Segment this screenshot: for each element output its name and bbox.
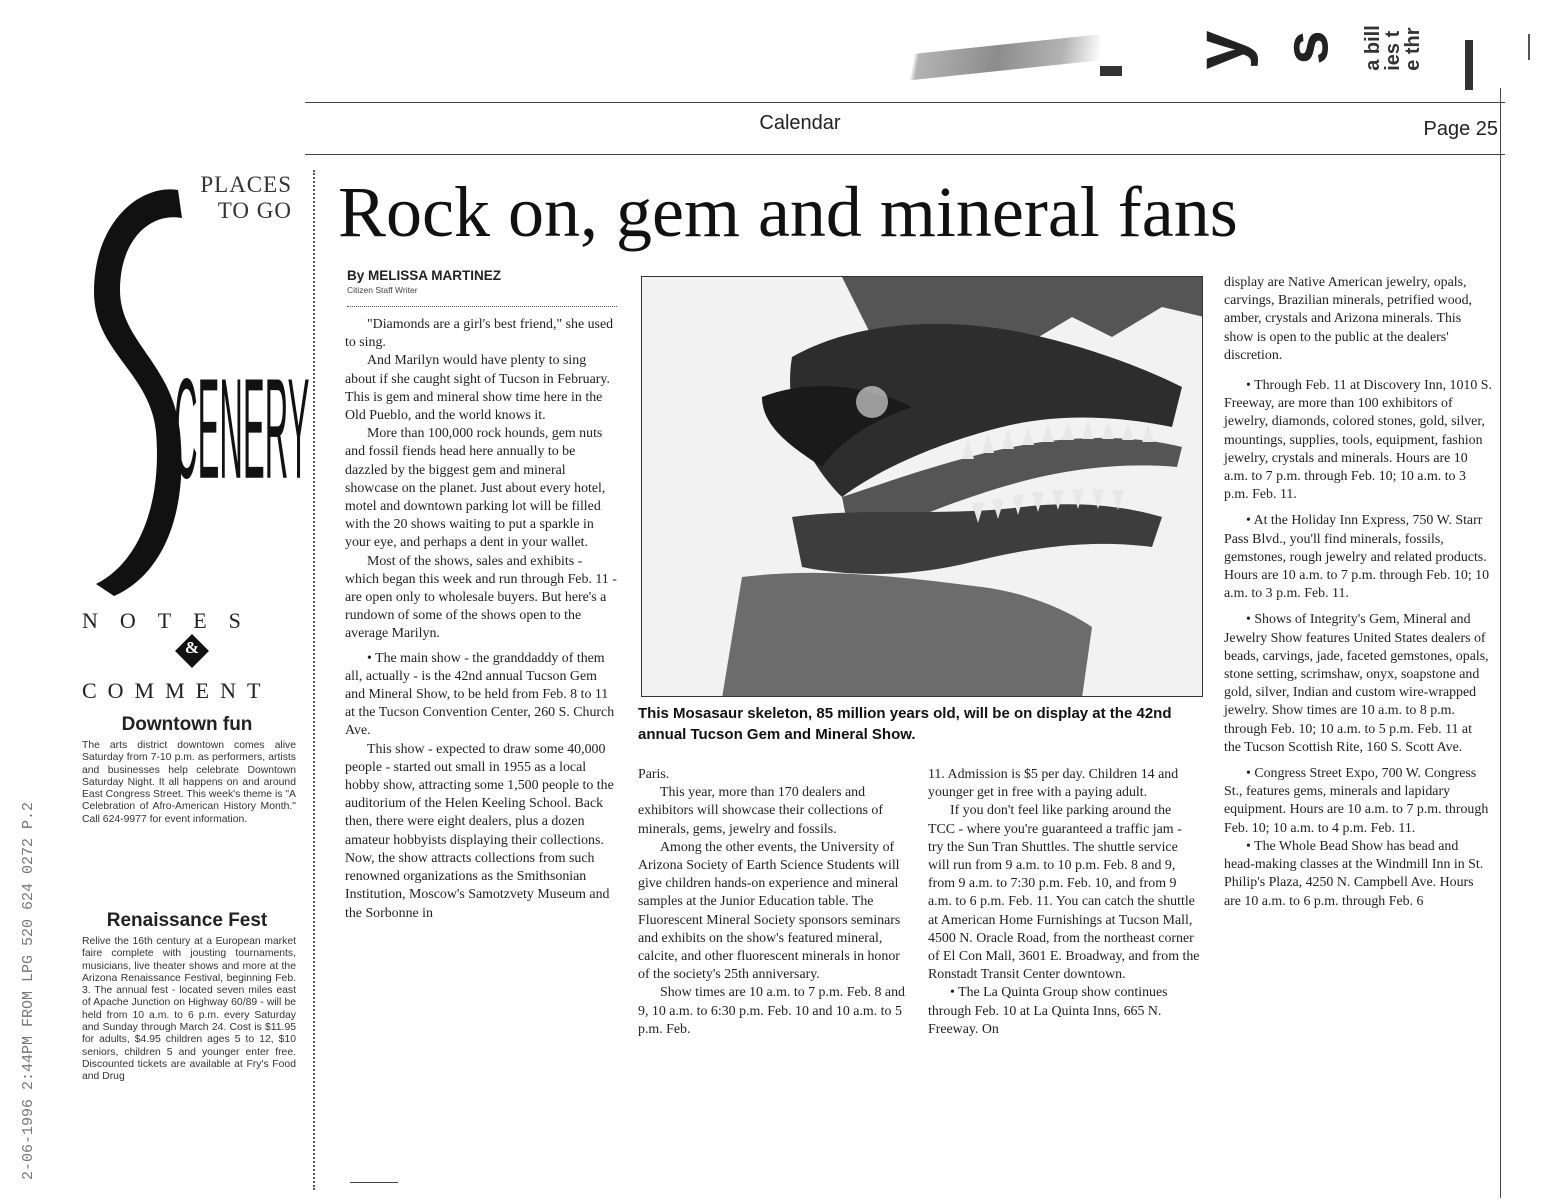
- brief-title-renaissance: Renaissance Fest: [106, 910, 268, 931]
- section-label: Calendar: [759, 112, 841, 134]
- mosasaur-photo: [641, 276, 1203, 697]
- paragraph: Paris.: [638, 767, 670, 782]
- photo-caption: This Mosasaur skeleton, 85 million years old, will be on display at the 42nd annual Tucson Gem and Mineral Show.: [638, 705, 1172, 743]
- fragment-letter-s: s: [1272, 30, 1342, 65]
- paragraph: • Through Feb. 11 at Discovery Inn, 1010 S. Freeway, are more than 100 exhibitors of jewelry, diamonds, colored stones, gold, silver, mountings, supplies, tools, equipment, fashion jewelry, crystals and minerals. Hours are 10 a.m. to 7 p.m. through Feb. 10; 10 a.m. to 3 p.m. Feb. 11.: [1224, 378, 1492, 503]
- header-rule-bottom: [305, 154, 1505, 155]
- byline-rule: [347, 306, 617, 307]
- fax-header-text: 2-06-1996 2:44PM FROM LPG 520 624 0272 P.2: [20, 801, 37, 1180]
- article-column-2: [638, 766, 908, 1039]
- mosasaur-skull-image: [642, 277, 1203, 697]
- article-column-3: [928, 766, 1200, 1039]
- scenery-logo-word: CENERY: [174, 349, 310, 510]
- article-column-4: [1224, 274, 1492, 911]
- byline-role: Citizen Staff Writer: [347, 285, 418, 295]
- paragraph: "Diamonds are a girl's best friend," she used to sing.: [345, 317, 614, 351]
- paragraph: • At the Holiday Inn Express, 750 W. Starr Pass Blvd., you'll find minerals, fossils, gemstones, rough jewelry and related products. Hours are 10 a.m. to 7 p.m. through Feb. 10; 10 a.m. to 3 p.m. Feb. 11.: [1224, 513, 1490, 602]
- paragraph: If you don't feel like parking around the TCC - where you're guaranteed a traffic jam - try the Sun Tran Shuttles. The shuttle service will run from 9 a.m. to 10 p.m. Feb. 8 and 9, from 9 a.m. to 7:30 p.m. Feb. 10, and from 9 a.m. to 6 p.m. Feb. 11. You can catch the shuttle at American Home Furnishings at Tucson Mall, 4500 N. Oracle Road, from the northeast corner of El Con Mall, 3601 E. Broadway, and from the Ronstadt Transit Center downtown.: [928, 803, 1200, 983]
- byline: By MELISSA MARTINEZ: [347, 268, 502, 283]
- torn-edge-mark: [840, 34, 1100, 87]
- brief-body-downtown: The arts district downtown comes alive Saturday from 7-10 p.m. as performers, artists and businesses help celebrate Downtown Saturday Night. It all happens on and around East Congress Street. This week's theme is "A Celebration of Afro-American History Month." Call 624-9977 for event information.: [82, 740, 296, 825]
- fragment-letter-y: y: [1180, 30, 1259, 70]
- sidebar-divider: [313, 170, 315, 1190]
- torn-edge-dash: [1100, 66, 1122, 76]
- torn-page-fragment: [800, 0, 1553, 95]
- paragraph: And Marilyn would have plenty to sing about if she caught sight of Tucson in February. This is gem and mineral show time here in the Old Pueblo, and the world knows it.: [345, 353, 610, 424]
- ampersand-glyph: &: [184, 638, 200, 657]
- fragment-small-text: a bill ies t e thr: [1361, 25, 1424, 71]
- paragraph: Most of the shows, sales and exhibits - which began this week and run through Feb. 11 - are open only to wholesale buyers. But here's a rundown of some of the shows open to the average Marilyn.: [345, 553, 617, 642]
- paragraph: • Shows of Integrity's Gem, Mineral and Jewelry Show features United States dealers of beads, carvings, jade, faceted gemstones, opals, stone setting, scrimshaw, onyx, soapstone and gold, silver, Indian and custom wire-wrapped jewelry. Show times are 10 a.m. to 8 p.m. through Feb. 10; 10 a.m. to 5 p.m. Feb. 11 at the Tucson Scottish Rite, 160 S. Scott Ave.: [1224, 612, 1489, 755]
- page-number: Page 25: [1423, 118, 1498, 140]
- fragment-tick: [1528, 34, 1530, 60]
- paragraph: • Congress Street Expo, 700 W. Congress St., features gems, minerals and lapidary equipment. Hours are 10 a.m. to 7 p.m. through Feb. 10; 10 a.m. to 4 p.m. Feb. 11.: [1224, 766, 1489, 836]
- article-end-rule: [350, 1182, 398, 1183]
- comment-label: COMMENT: [82, 678, 272, 703]
- paragraph: • The La Quinta Group show continues through Feb. 10 at La Quinta Inns, 665 N. Freeway. On: [928, 985, 1168, 1037]
- paragraph: • The main show - the granddaddy of them all, actually - is the 42nd annual Tucson Gem and Mineral Show, to be held from Feb. 8 to 11 at the Tucson Convention Center, 260 S. Church Ave.: [345, 650, 615, 739]
- header-rule-top: [305, 102, 1505, 103]
- paragraph: Among the other events, the University of Arizona Society of Earth Science Students will give children hands-on experience and mineral samples at the Junior Education table. The Fluorescent Mineral Society sponsors seminars and exhibits on the show's featured mineral, calcite, and other fluorescent minerals in honor of the society's 25th anniversary.: [638, 839, 901, 983]
- paragraph: This show - expected to draw some 40,000 people - started out small in 1955 as a local hobby show, attracting some 1,500 people to the auditorium of the Helen Keeling School. Back then, there were eight dealers, plus a dozen amateur hobbyists displaying their collections. Now, the show attracts collections from such renowned organizations as the Smithsonian Institution, Moscow's Samotzvety Museum and the Sorbonne in: [345, 741, 614, 921]
- paragraph: 11. Admission is $5 per day. Children 14 and younger get in free with a paying adult.: [928, 767, 1179, 801]
- brief-title-downtown: Downtown fun: [121, 714, 253, 735]
- article-headline: Rock on, gem and mineral fans: [338, 172, 1238, 252]
- paragraph: More than 100,000 rock hounds, gem nuts and fossil fiends head here annually to be dazzled by the biggest gem and mineral showcase on the planet. Just about every hotel, motel and downtown parking lot will be filled with the 20 shows waiting to put a sparkle in your eye, and perhaps a dent in your wallet.: [345, 426, 606, 551]
- places-to-go-label: PLACES TO GO: [200, 172, 292, 223]
- fragment-bar: [1465, 40, 1473, 90]
- fax-header-strip: [20, 100, 46, 1180]
- article-column-1: [345, 316, 617, 923]
- paragraph: • The Whole Bead Show has bead and head-making classes at the Windmill Inn in St. Philip's Plaza, 4250 N. Campbell Ave. Hours are 10 a.m. to 6 p.m. through Feb. 6: [1224, 838, 1484, 909]
- notes-label: NOTES: [82, 608, 263, 633]
- paragraph: Show times are 10 a.m. to 7 p.m. Feb. 8 and 9, 10 a.m. to 6:30 p.m. Feb. 10 and 10 a.m. to 5 p.m. Feb.: [638, 985, 905, 1037]
- paragraph: display are Native American jewelry, opals, carvings, Brazilian minerals, petrified wood, amber, crystals and Arizona minerals. This show is open to the public at the dealers' discretion.: [1224, 275, 1473, 363]
- brief-body-renaissance: Relive the 16th century at a European market faire complete with jousting tournaments, musicians, live theater shows and more at the Arizona Renaissance Festival, beginning Feb. 3. The annual fest - located seven miles east of Apache Junction on Highway 60/89 - will be held from 10 a.m. to 6 p.m. every Saturday and Sunday through March 24. Cost is $11.95 for adults, $4.95 children ages 5 to 12, $10 seniors, children 5 and younger enter free. Discounted tickets are available at Fry's Food and Drug: [82, 936, 296, 1083]
- right-margin-rule: [1500, 88, 1501, 1198]
- paragraph: This year, more than 170 dealers and exhibitors will showcase their collections of minerals, gems, jewelry and fossils.: [638, 785, 883, 837]
